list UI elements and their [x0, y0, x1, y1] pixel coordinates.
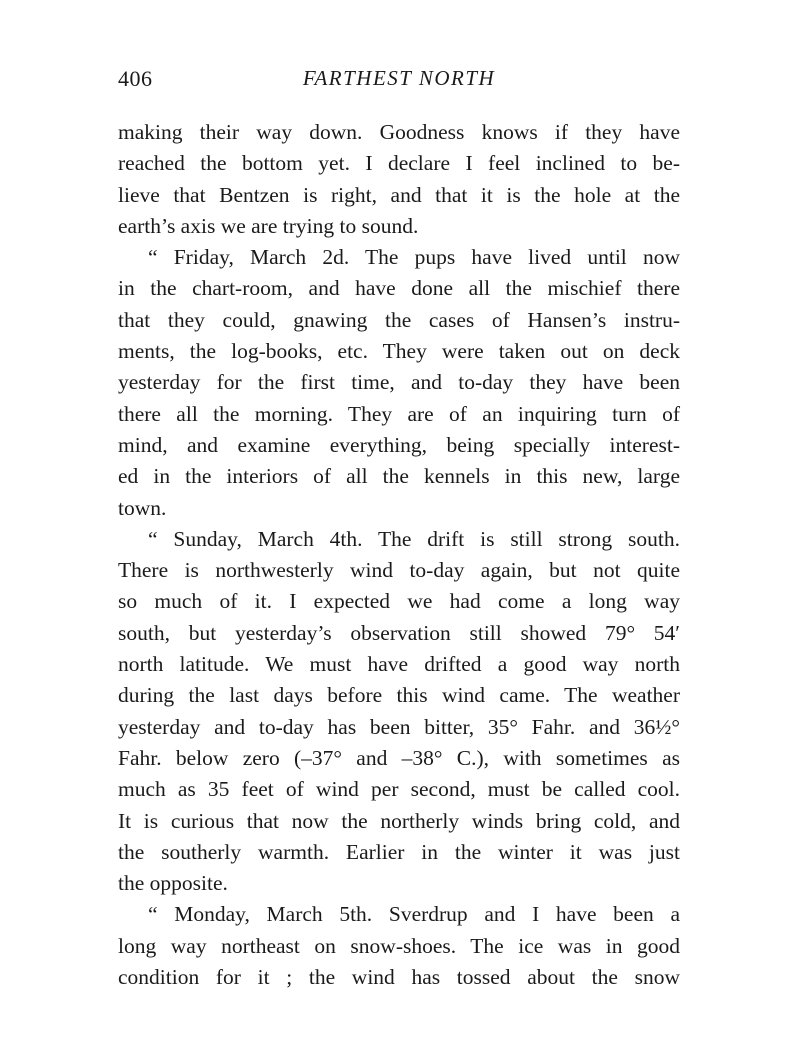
text-line: It is curious that now the northerly winds bring cold, and — [118, 808, 680, 833]
text-line: There is northwesterly wind to-day again, but not quite — [118, 558, 680, 583]
text-line: long way northeast on snow-shoes. The ice was in good — [118, 933, 680, 958]
text-line: the southerly warmth. Earlier in the winter it was just — [118, 839, 680, 864]
text-line: “ Monday, March 5th. Sverdrup and I have been a — [148, 902, 680, 927]
text-line: condition for it ; the wind has tossed about the snow — [118, 965, 680, 990]
text-line: yesterday and to-day has been bitter, 35° Fahr. and 36½° — [118, 714, 680, 739]
text-line: ed in the interiors of all the kennels in this new, large — [118, 464, 680, 489]
text-line: the opposite. — [118, 871, 228, 896]
text-line: that they could, gnawing the cases of Hansen’s instru- — [118, 307, 680, 332]
text-line: during the last days before this wind came. The weather — [118, 683, 680, 708]
text-line: in the chart-room, and have done all the mischief there — [118, 276, 680, 301]
body-text — [118, 117, 680, 993]
text-line: yesterday for the first time, and to-day they have been — [118, 370, 680, 395]
text-line: lieve that Bentzen is right, and that it is the hole at the — [118, 182, 680, 207]
text-line: north latitude. We must have drifted a good way north — [118, 652, 680, 677]
page-number: 406 — [118, 66, 153, 91]
text-line: making their way down. Goodness knows if they have — [118, 120, 680, 144]
running-title: FARTHEST NORTH — [302, 66, 496, 90]
text-line: there all the morning. They are of an inquiring turn of — [118, 401, 680, 426]
text-line: town. — [118, 495, 167, 520]
text-line: south, but yesterday’s observation still showed 79° 54′ — [118, 620, 680, 645]
text-line: “ Friday, March 2d. The pups have lived until now — [148, 245, 680, 270]
text-line: much as 35 feet of wind per second, must be called cool. — [118, 777, 680, 802]
text-line: earth’s axis we are trying to sound. — [118, 213, 419, 238]
text-line: Fahr. below zero (–37° and –38° C.), with sometimes as — [118, 745, 680, 770]
text-line: reached the bottom yet. I declare I feel inclined to be- — [118, 151, 680, 176]
text-line: ments, the log-books, etc. They were taken out on deck — [118, 339, 680, 364]
running-head — [118, 66, 680, 96]
text-line: so much of it. I expected we had come a long way — [118, 589, 680, 614]
text-line: mind, and examine everything, being specially interest- — [118, 432, 680, 457]
text-line: “ Sunday, March 4th. The drift is still strong south. — [148, 526, 680, 551]
